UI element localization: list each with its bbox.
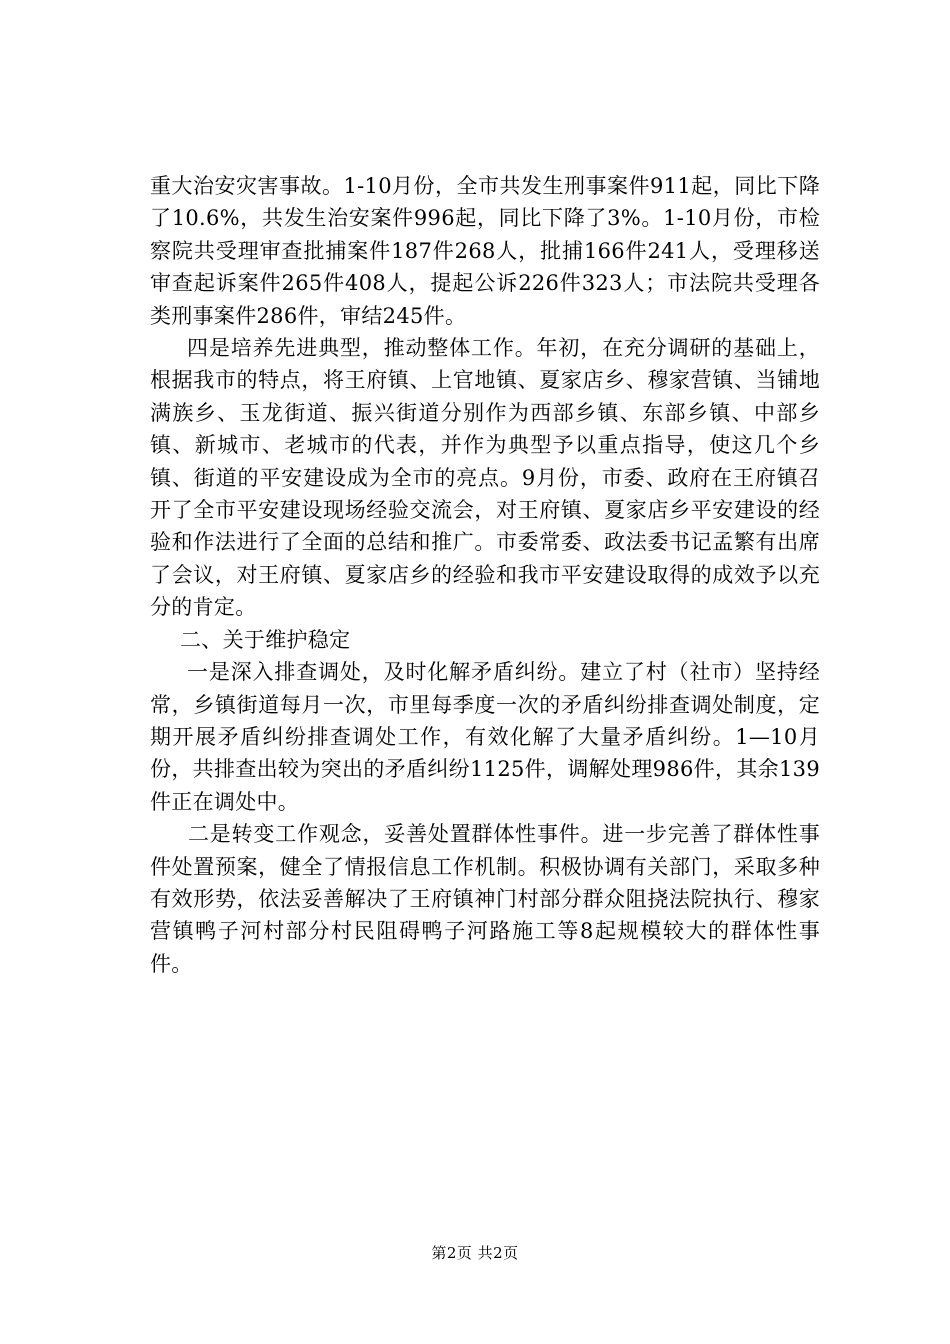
paragraph-mass-incidents: 二是转变工作观念，妥善处置群体性事件。进一步完善了群体性事件处置预案，健全了情报信息工作机制。积极协调有关部门，采取多种有效形势，依法妥善解决了王府镇神门村部分群众阻挠法院执行、穆家营镇鸭子河村部分村民阻碍鸭子河路施工等8起规模较大的群体性事件。 — [150, 822, 820, 976]
page-footer: 第2页 共2页 — [431, 1244, 519, 1262]
section-heading-stability: 二、关于维护稳定 — [180, 627, 351, 652]
paragraph-dispute-resolution: 一是深入排查调处，及时化解矛盾纠纷。建立了村（社市）坚持经常，乡镇街道每月一次，市里每季度一次的矛盾纠纷排查调处制度，定期开展矛盾纠纷排查调处工作，有效化解了大量矛盾纠纷。1—10月份，共排查出较为突出的矛盾纠纷1125件，调解处理986件，其余139件正在调处中。 — [150, 660, 820, 814]
paragraph-public-security-statistics: 重大治安灾害事故。1-10月份，全市共发生刑事案件911起，同比下降了10.6%，共发生治安案件996起，同比下降了3%。1-10月份，市检察院共受理审查批捕案件187件268人，批捕166件241人，受理移送审查起诉案件265件408人，提起公诉226件323人；市法院共受理各类刑事案件286件，审结245件。 — [150, 174, 820, 328]
document-body — [150, 170, 820, 980]
paragraph-typical-models: 四是培养先进典型，推动整体工作。年初，在充分调研的基础上，根据我市的特点，将王府镇、上官地镇、夏家店乡、穆家营镇、当铺地满族乡、玉龙街道、振兴街道分别作为西部乡镇、东部乡镇、中部乡镇、新城市、老城市的代表，并作为典型予以重点指导，使这几个乡镇、街道的平安建设成为全市的亮点。9月份，市委、政府在王府镇召开了全市平安建设现场经验交流会，对王府镇、夏家店乡平安建设的经验和作法进行了全面的总结和推广。市委常委、政法委书记孟繁有出席了会议，对王府镇、夏家店乡的经验和我市平安建设取得的成效予以充分的肯定。 — [150, 336, 820, 620]
